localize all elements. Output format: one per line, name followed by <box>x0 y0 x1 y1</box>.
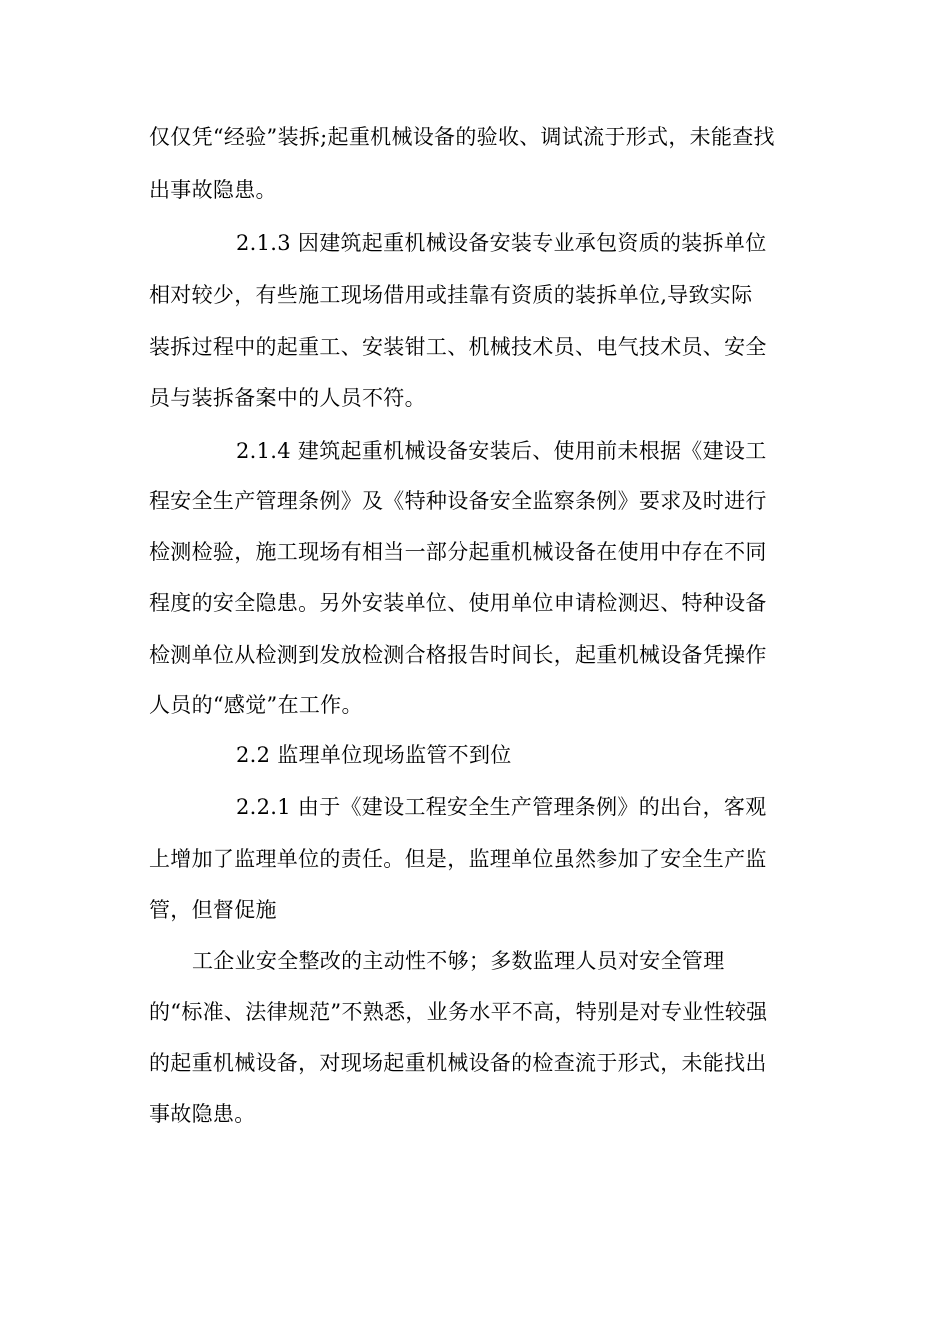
text-line: 人员的“感觉”在工作。 <box>149 693 363 717</box>
text-line: 上增加了监理单位的责任。但是，监理单位虽然参加了安全生产监 <box>149 847 767 871</box>
text-line: 员与装拆备案中的人员不符。 <box>149 386 426 410</box>
text-line: 装拆过程中的起重工、安装钳工、机械技术员、电气技术员、安全 <box>149 335 767 359</box>
text-line: 管，但督促施 <box>149 898 277 922</box>
section-heading-2-2: 2.2 监理单位现场监管不到位 <box>236 743 512 767</box>
text-line: 仅仅凭“经验”装拆;起重机械设备的验收、调试流于形式，未能查找 <box>149 125 775 149</box>
text-line: 出事故隐患。 <box>149 178 277 202</box>
text-line: 工企业安全整改的主动性不够；多数监理人员对安全管理 <box>192 949 725 973</box>
text-line: 程安全生产管理条例》及《特种设备安全监察条例》要求及时进行 <box>149 489 767 513</box>
section-heading-2-2-1: 2.2.1 由于《建设工程安全生产管理条例》的出台，客观 <box>236 795 767 819</box>
section-heading-2-1-3: 2.1.3 因建筑起重机械设备安装专业承包资质的装拆单位 <box>236 231 767 255</box>
section-heading-2-1-4: 2.1.4 建筑起重机械设备安装后、使用前未根据《建设工 <box>236 439 767 463</box>
text-line: 的“标准、法律规范”不熟悉，业务水平不高，特别是对专业性较强 <box>149 1000 768 1024</box>
text-line: 检测单位从检测到发放检测合格报告时间长，起重机械设备凭操作 <box>149 643 767 667</box>
text-line: 程度的安全隐患。另外安装单位、使用单位申请检测迟、特种设备 <box>149 591 767 615</box>
text-line: 相对较少，有些施工现场借用或挂靠有资质的装拆单位,导致实际 <box>149 283 753 307</box>
text-line: 的起重机械设备，对现场起重机械设备的检查流于形式，未能找出 <box>149 1051 767 1075</box>
text-line: 检测检验，施工现场有相当一部分起重机械设备在使用中存在不同 <box>149 540 767 564</box>
text-line: 事故隐患。 <box>149 1102 256 1126</box>
